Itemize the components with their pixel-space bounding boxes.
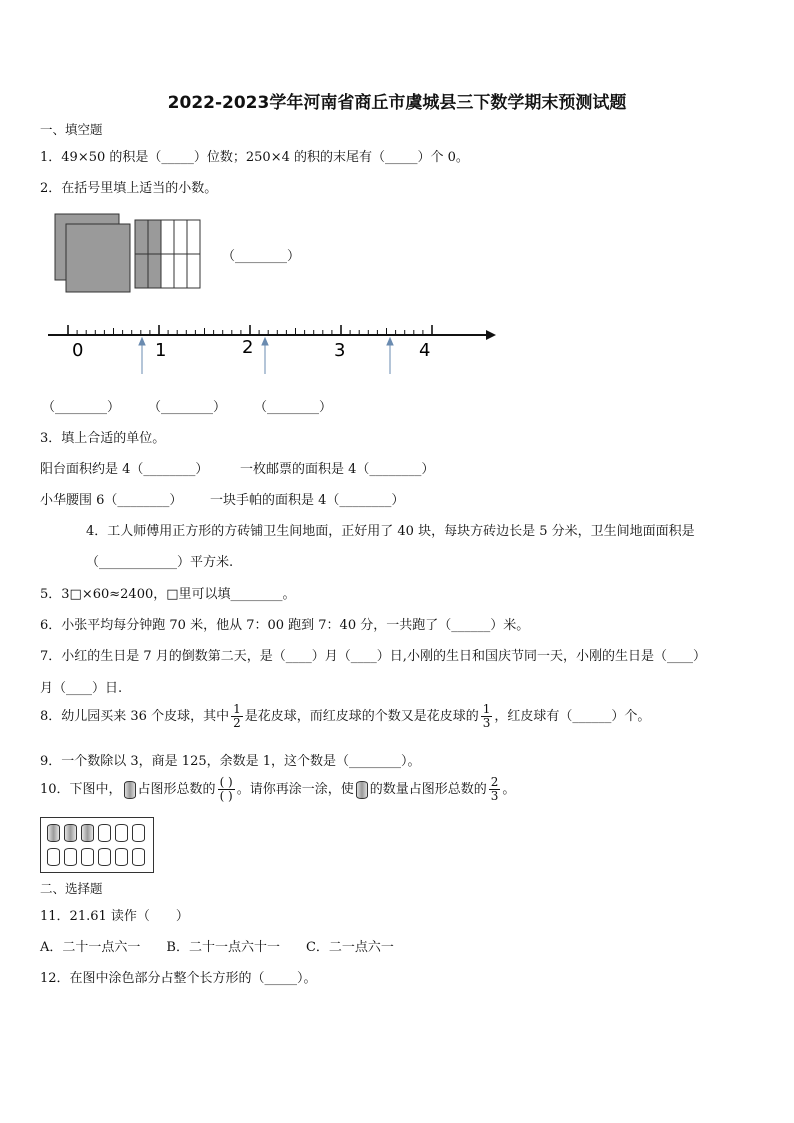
arrow-marker-2-head — [262, 338, 268, 345]
numberline-blank-2[interactable]: （________） — [148, 400, 227, 415]
cylinder-shaded-icon — [64, 824, 77, 842]
fraction-numerator: 1 — [482, 702, 491, 716]
cylinder-unshaded-icon[interactable] — [115, 824, 128, 842]
question-11-options[interactable]: A．二十一点六一 B．二十一点六十一 C．二一点六一 — [40, 940, 394, 955]
question-8-text-c: ，红皮球有（______）个。 — [494, 709, 651, 724]
number-line-label-1: 1 — [155, 340, 167, 361]
cylinder-grid-figure — [40, 817, 154, 873]
number-line — [44, 318, 504, 378]
fraction-numerator-blank[interactable]: ( ) — [219, 775, 233, 789]
number-line-label-3: 3 — [334, 340, 346, 361]
fraction-denominator: 2 — [233, 716, 241, 730]
fraction-one-half — [231, 703, 243, 730]
number-line-arrowhead — [486, 330, 496, 340]
number-line-label-0: 0 — [72, 340, 84, 361]
full-square-front — [66, 224, 130, 292]
question-8 — [40, 703, 650, 730]
cylinder-icon — [124, 781, 136, 799]
cylinder-unshaded-icon[interactable] — [115, 848, 128, 866]
question-4-line-1: 4．工人师傅用正方形的方砖铺卫生间地面，正好用了 40 块，每块方砖边长是 5 分米，卫生间地面面积是 — [86, 524, 695, 539]
question-8-text-a: 8．幼儿园买来 36 个皮球，其中 — [40, 709, 230, 724]
question-9: 9．一个数除以 3，商是 125，余数是 1，这个数是（________）。 — [40, 754, 421, 769]
question-4-line-2: （____________）平方米. — [86, 555, 234, 570]
question-5: 5．3□×60≈2400，□里可以填________。 — [40, 587, 296, 602]
question-12: 12．在图中涂色部分占整个长方形的（_____）。 — [40, 971, 317, 986]
fraction-one-third — [481, 703, 493, 730]
question-2: 2．在括号里填上适当的小数。 — [40, 181, 218, 196]
fraction-denominator: 3 — [490, 789, 499, 803]
squares-answer-blank[interactable]: （________） — [222, 249, 301, 264]
question-6: 6．小张平均每分钟跑 70 米，他从 7：00 跑到 7：40 分，一共跑了（______）米。 — [40, 618, 530, 633]
question-11: 11．21.61 读作（ ） — [40, 909, 189, 924]
number-line-label-2: 2 — [242, 337, 254, 358]
fraction-numerator: 1 — [233, 702, 241, 716]
fraction-denominator-blank[interactable]: ( ) — [219, 789, 233, 803]
question-3-balcony: 阳台面积约是 4（________） — [40, 462, 209, 477]
fraction-two-thirds — [489, 776, 501, 803]
cylinder-unshaded-icon[interactable] — [132, 824, 145, 842]
cylinder-shaded-icon — [81, 824, 94, 842]
question-10 — [40, 776, 515, 803]
cylinder-unshaded-icon[interactable] — [132, 848, 145, 866]
cylinder-icon — [356, 781, 368, 799]
cylinder-unshaded-icon[interactable] — [98, 824, 111, 842]
numberline-blank-1[interactable]: （________） — [42, 400, 121, 415]
question-1: 1．49×50 的积是（_____）位数；250×4 的积的末尾有（_____）个 0。 — [40, 150, 469, 165]
cylinder-unshaded-icon[interactable] — [81, 848, 94, 866]
question-10-text-a: 10．下图中， — [40, 782, 122, 797]
question-7-line-1: 7．小红的生日是 7 月的倒数第二天，是（____）月（____）日,小刚的生日和国庆节同一天，小刚的生日是（____） — [40, 649, 706, 664]
number-line-label-4: 4 — [419, 340, 431, 361]
cylinder-shaded-icon — [47, 824, 60, 842]
question-10-text-e: 。 — [502, 782, 516, 797]
cylinder-unshaded-icon[interactable] — [47, 848, 60, 866]
question-7-line-2: 月（____）日. — [40, 681, 123, 696]
grid-squares-figure — [52, 212, 212, 296]
question-8-text-b: 是花皮球，而红皮球的个数又是花皮球的 — [244, 709, 479, 724]
question-3-waist: 小华腰围 6（________） — [40, 493, 183, 508]
question-10-text-d: 的数量占图形总数的 — [369, 782, 487, 797]
question-3-handkerchief: 一块手帕的面积是 4（________） — [210, 493, 405, 508]
cylinder-unshaded-icon[interactable] — [98, 848, 111, 866]
cylinder-unshaded-icon[interactable] — [64, 848, 77, 866]
section-choice-title: 二、选择题 — [40, 881, 103, 896]
tenths-square — [135, 220, 200, 288]
number-line-ticks — [68, 325, 432, 335]
fraction-numerator: 2 — [490, 775, 499, 789]
arrow-marker-3-head — [387, 338, 393, 345]
question-3-stamp: 一枚邮票的面积是 4（________） — [240, 462, 435, 477]
fraction-denominator: 3 — [482, 716, 491, 730]
fraction-blank[interactable] — [218, 776, 235, 803]
arrow-marker-1-head — [139, 338, 145, 345]
question-10-text-b: 占图形总数的 — [137, 782, 216, 797]
question-10-text-c: 。请你再涂一涂，使 — [236, 782, 354, 797]
numberline-blank-3[interactable]: （________） — [254, 400, 333, 415]
question-3: 3．填上合适的单位。 — [40, 431, 166, 446]
page-title: 2022-2023学年河南省商丘市虞城县三下数学期末预测试题 — [167, 93, 627, 113]
section-fill-in-title: 一、填空题 — [40, 122, 103, 137]
